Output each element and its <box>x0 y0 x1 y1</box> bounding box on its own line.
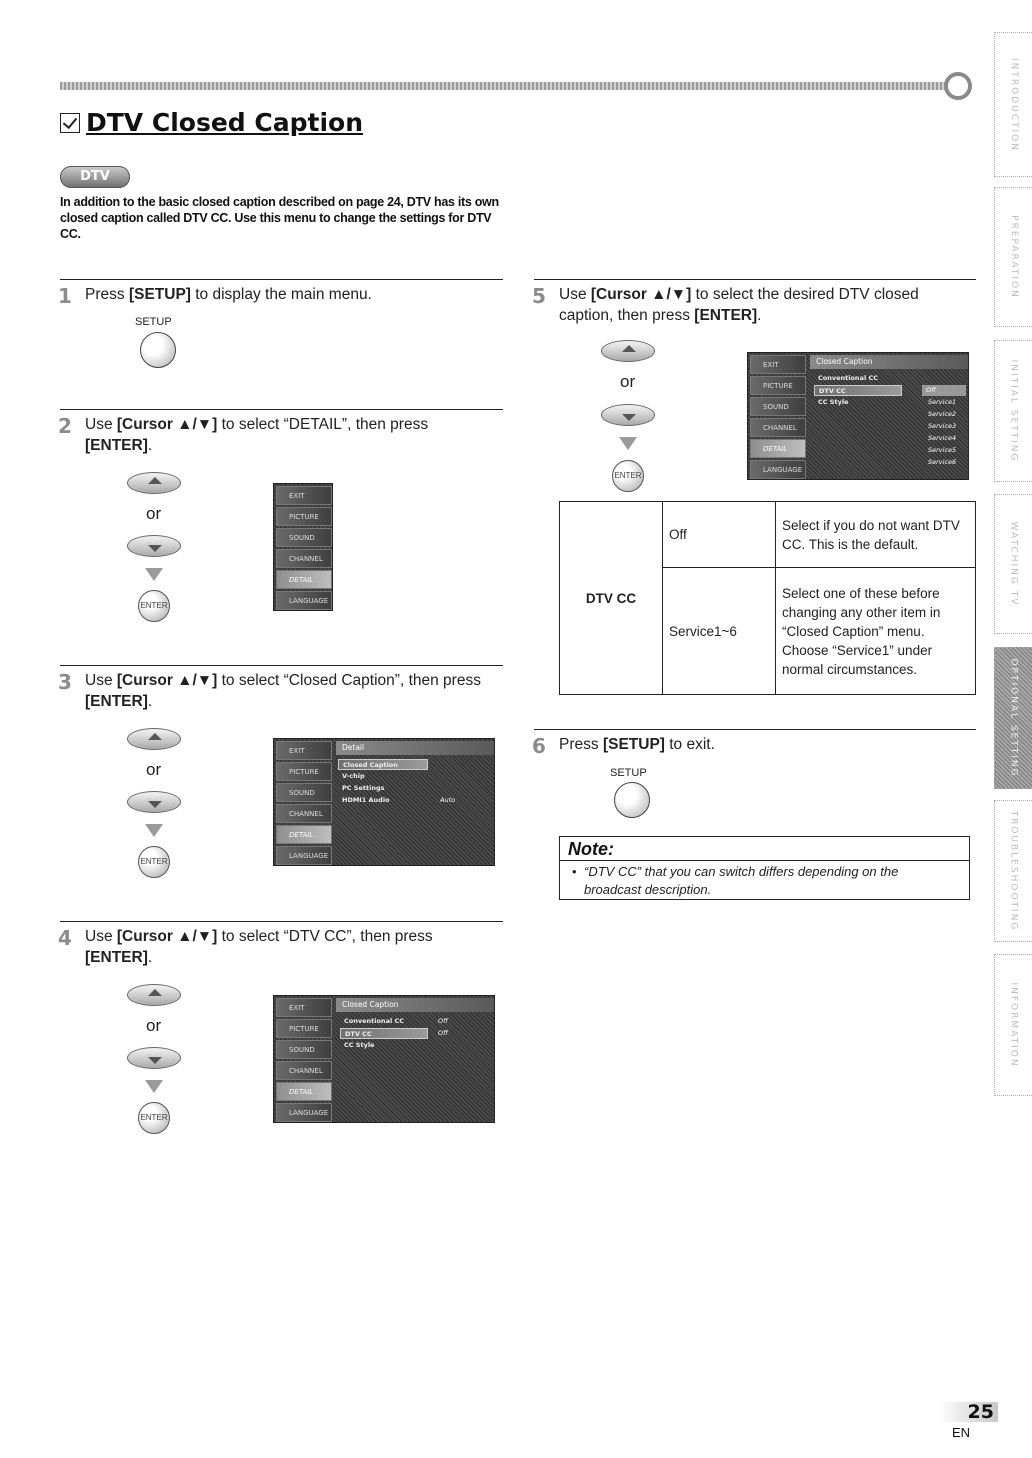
tv-option-service2: Service2 <box>928 410 957 418</box>
note-text: • “DTV CC” that you can switch differs depending on the broadcast description. <box>572 863 952 899</box>
tv-side-item-exit: EXIT <box>276 741 332 760</box>
dtv-cc-table <box>559 501 976 695</box>
step-number: 5 <box>532 284 546 308</box>
side-tab-troubleshooting[interactable]: TROUBLESHOOTING <box>994 800 1032 942</box>
cursor-down-icon <box>127 535 181 557</box>
tv-menu-header: Closed Caption <box>336 998 494 1012</box>
tv-menu-dtv-cc <box>747 352 969 480</box>
step-number: 6 <box>532 734 546 758</box>
intro-text: In addition to the basic closed caption described on page 24, DTV has its own closed caption called DTV CC. Use this menu to change the settings for DTV CC. <box>60 195 499 241</box>
tv-side-item-exit: EXIT <box>276 486 332 505</box>
arrow-down-icon <box>145 824 163 837</box>
step-text: Use [Cursor ▲/▼] to select “DTV CC”, then press [ENTER]. <box>85 928 433 966</box>
setup-label: SETUP <box>135 316 172 328</box>
step-text: Use [Cursor ▲/▼] to select “Closed Caption”, then press [ENTER]. <box>85 672 481 710</box>
page-title-text: DTV Closed Caption <box>86 108 363 137</box>
tv-side-item-picture: PICTURE <box>750 376 806 395</box>
tv-side-item-exit: EXIT <box>276 998 332 1017</box>
note-divider <box>560 860 969 861</box>
step-text: Press [SETUP] to exit. <box>559 736 715 753</box>
table-description: Select one of these before changing any other item in “Closed Caption” menu. Choose “Service1” under normal circumstances. <box>776 568 976 695</box>
tv-menu-row: Conventional CC <box>344 1017 404 1025</box>
cursor-up-icon <box>127 984 181 1006</box>
tv-side-item-exit: EXIT <box>750 355 806 374</box>
enter-button-icon: ENTER <box>138 1102 170 1134</box>
note-title: Note: <box>568 839 614 859</box>
arrow-down-icon <box>619 437 637 450</box>
tv-side-item-picture: PICTURE <box>276 507 332 526</box>
tv-side-item-channel: CHANNEL <box>276 804 332 823</box>
tv-menu-value: Off <box>438 1017 448 1025</box>
tv-menu-closed-caption <box>273 995 495 1123</box>
table-description: Select if you do not want DTV CC. This is the default. <box>776 502 976 568</box>
enter-button-icon: ENTER <box>612 460 644 492</box>
step-text: Use [Cursor ▲/▼] to select “DETAIL”, then press [ENTER]. <box>85 416 429 454</box>
tv-menu-value: Off <box>438 1029 448 1037</box>
cursor-up-icon <box>601 340 655 362</box>
dtv-badge: DTV <box>60 166 130 188</box>
side-tab-optional-setting[interactable]: OPTIONAL SETTING <box>994 647 1032 789</box>
tv-option-service3: Service3 <box>928 422 957 430</box>
tv-side-item-channel: CHANNEL <box>276 1061 332 1080</box>
tv-side-item-language: LANGUAGE <box>276 846 332 865</box>
tv-option-service5: Service5 <box>928 446 957 454</box>
setup-label: SETUP <box>610 767 647 779</box>
tv-menu-header: Detail <box>336 741 494 755</box>
tv-side-item-language: LANGUAGE <box>276 591 332 610</box>
checkbox-icon <box>60 113 80 133</box>
page-number: 25 <box>938 1402 998 1422</box>
side-tab-introduction[interactable]: INTRODUCTION <box>994 32 1032 177</box>
step-2 <box>60 409 503 659</box>
or-text: or <box>146 1016 162 1035</box>
tv-side-item-detail: DETAIL <box>276 825 332 844</box>
tv-side-item-detail: DETAIL <box>276 1082 332 1101</box>
tv-menu-row: CC Style <box>818 398 849 406</box>
or-text: or <box>146 760 162 779</box>
tv-menu-row: PC Settings <box>342 784 385 792</box>
or-text: or <box>146 504 162 523</box>
or-text: or <box>620 372 636 391</box>
cursor-up-icon <box>127 728 181 750</box>
tv-option-off: Off <box>922 385 966 396</box>
note-box <box>559 836 970 900</box>
tv-menu-row: DTV CC <box>340 1028 428 1039</box>
step-number: 3 <box>58 670 72 694</box>
tv-menu-row: CC Style <box>344 1041 375 1049</box>
step-number: 2 <box>58 414 72 438</box>
tv-menu-main <box>273 483 333 611</box>
tv-menu-row: Conventional CC <box>818 374 878 382</box>
step-number: 1 <box>58 284 72 308</box>
tv-option-service6: Service6 <box>928 458 957 466</box>
tv-side-item-channel: CHANNEL <box>276 549 332 568</box>
tv-side-item-sound: SOUND <box>276 1040 332 1059</box>
tv-menu-row: DTV CC <box>814 385 902 396</box>
step-1 <box>60 279 503 399</box>
tv-option-service1: Service1 <box>928 398 957 406</box>
step-6 <box>534 729 976 824</box>
tv-side-item-picture: PICTURE <box>276 1019 332 1038</box>
header-rule <box>60 82 952 90</box>
step-text: Use [Cursor ▲/▼] to select the desired DTV closed caption, then press [ENTER]. <box>559 286 919 324</box>
step-text: Press [SETUP] to display the main menu. <box>85 286 372 303</box>
tv-menu-row: V-chip <box>342 772 365 780</box>
tv-side-item-language: LANGUAGE <box>750 460 806 479</box>
tv-option-service4: Service4 <box>928 434 957 442</box>
enter-button-icon: ENTER <box>138 590 170 622</box>
tv-menu-row: Closed Caption <box>338 759 428 770</box>
side-tab-watching-tv[interactable]: WATCHING TV <box>994 494 1032 634</box>
cursor-up-icon <box>127 472 181 494</box>
enter-button-icon: ENTER <box>138 846 170 878</box>
tv-menu-value: Auto <box>440 796 456 804</box>
cursor-down-icon <box>127 791 181 813</box>
cursor-down-icon <box>601 404 655 426</box>
tv-side-item-detail: DETAIL <box>276 570 332 589</box>
table-option: Service1~6 <box>663 568 776 695</box>
side-tab-initial-setting[interactable]: INITIAL SETTING <box>994 340 1032 482</box>
step-5 <box>534 279 976 489</box>
cursor-down-icon <box>127 1047 181 1069</box>
tv-side-item-sound: SOUND <box>276 783 332 802</box>
tv-side-item-detail: DETAIL <box>750 439 806 458</box>
tv-side-item-language: LANGUAGE <box>276 1103 332 1122</box>
setup-button-icon <box>614 782 650 818</box>
step-4 <box>60 921 503 1151</box>
arrow-down-icon <box>145 1080 163 1093</box>
table-option: Off <box>663 502 776 568</box>
header-rule-knob <box>944 72 972 100</box>
table-label: DTV CC <box>560 502 663 695</box>
tv-menu-row: HDMI1 Audio <box>342 796 390 804</box>
arrow-down-icon <box>145 568 163 581</box>
side-tab-information[interactable]: INFORMATION <box>994 954 1032 1096</box>
step-number: 4 <box>58 926 72 950</box>
tv-side-item-sound: SOUND <box>750 397 806 416</box>
tv-side-item-picture: PICTURE <box>276 762 332 781</box>
setup-button-icon <box>140 332 176 368</box>
page-title <box>60 108 363 137</box>
tv-menu-detail <box>273 738 495 866</box>
step-3 <box>60 665 503 915</box>
side-tab-preparation[interactable]: PREPARATION <box>994 187 1032 327</box>
tv-side-item-sound: SOUND <box>276 528 332 547</box>
tv-menu-header: Closed Caption <box>810 355 968 369</box>
tv-side-item-channel: CHANNEL <box>750 418 806 437</box>
page-language: EN <box>952 1425 971 1440</box>
